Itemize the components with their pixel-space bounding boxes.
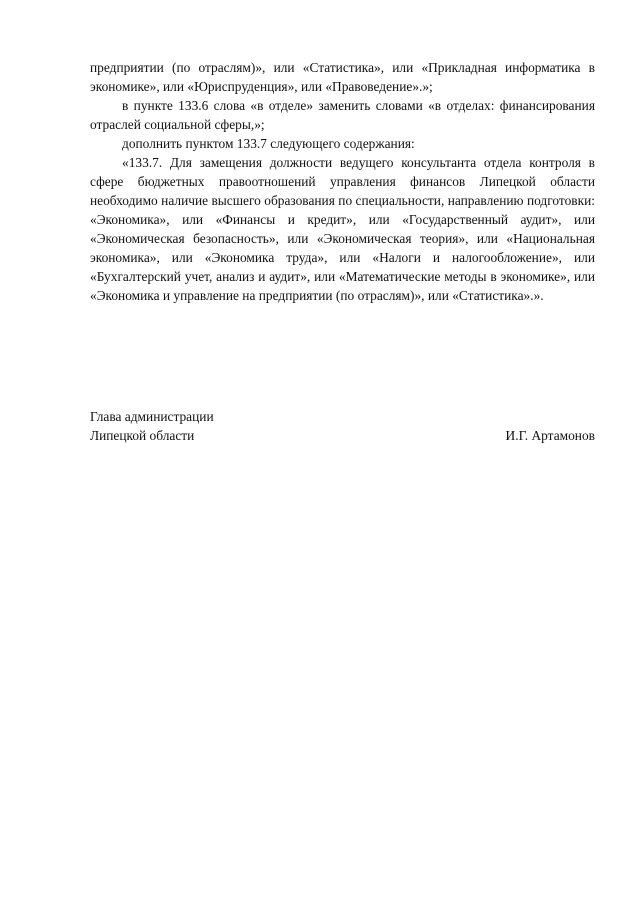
signature-title-line2: Липецкой области [90, 428, 195, 443]
paragraph-add-133-7: дополнить пунктом 133.7 следующего содержания: [122, 136, 415, 151]
paragraph-continuation: предприятии (по отраслям)», или «Статистика», или «Прикладная информатика в экономике», или «Юриспруденция», или «Правоведение».»; [90, 60, 595, 94]
signatory-name: И.Г. Артамонов [505, 428, 595, 443]
signature-row [90, 426, 595, 445]
paragraph-133-7-text: «133.7. Для замещения должности ведущего консультанта отдела контроля в сфере бюджетных правоотношений управления финансов Липецкой области необходимо наличие высшего образования по специальности, направлению подготовки: «Экономика», или «Финансы и кредит», или «Государственный аудит», или «Экономическая безопасность», или «Экономическая теория», или «Национальная экономика», или «Экономика труда», или «Налоги и налогообложение», или «Бухгалтерский учет, анализ и аудит», или «Математические методы в экономике», или «Экономика и управление на предприятии (по отраслям)», или «Статистика».». [90, 155, 595, 303]
signature-block [90, 407, 595, 445]
signature-title-line1: Глава администрации [90, 409, 214, 424]
document-body [90, 58, 595, 305]
paragraph-amendment-133-6: в пункте 133.6 слова «в отделе» заменить словами «в отделах: финансирования отраслей социальной сферы,»; [90, 98, 595, 132]
